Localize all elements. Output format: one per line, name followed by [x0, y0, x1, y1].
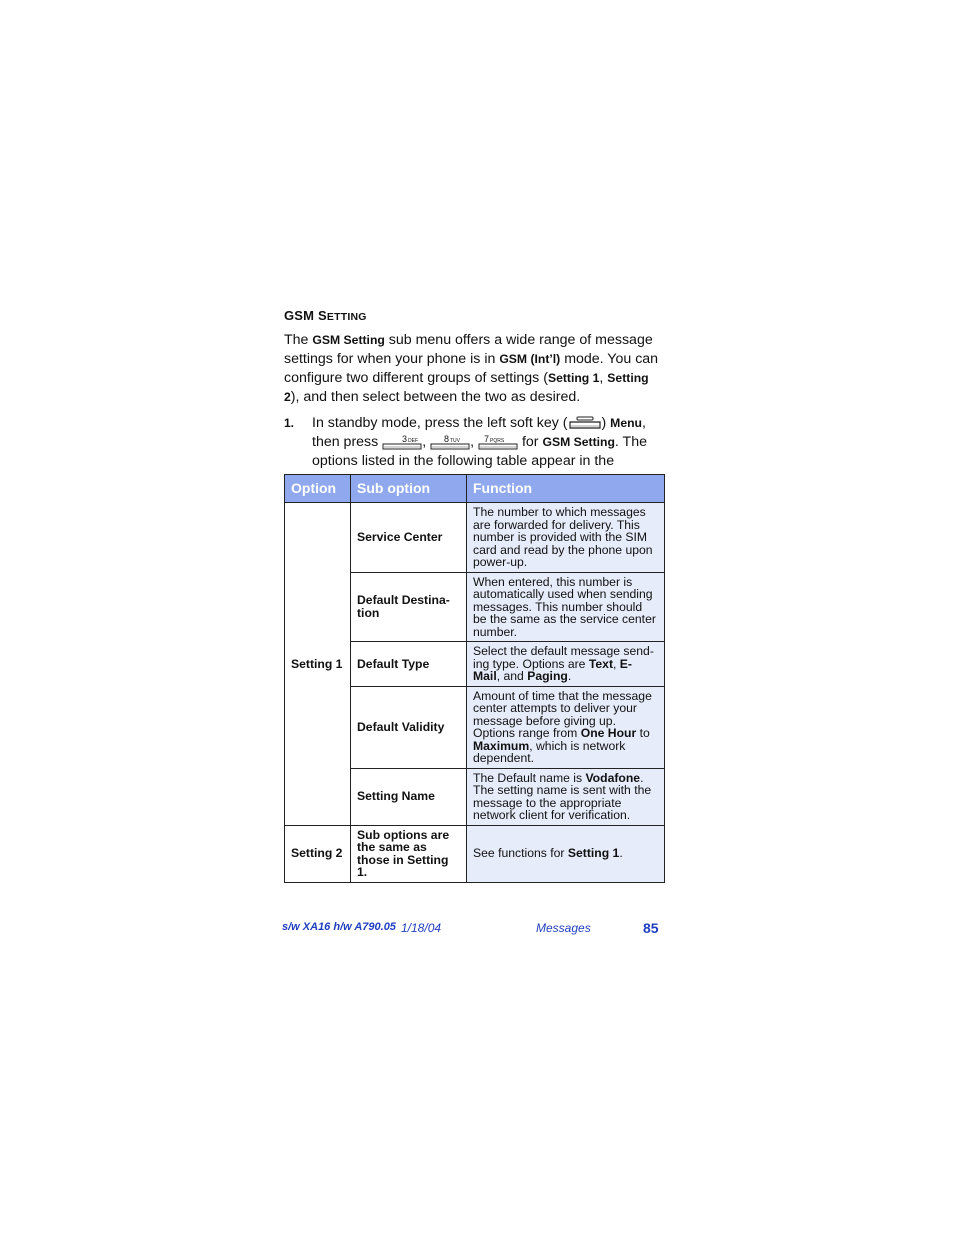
header-option: Option — [285, 475, 351, 503]
intro-paragraph: The GSM Setting sub menu offers a wide range of message settings for when your phone is in GSM (Int’l) mode. You can configure two different groups of settings (Setting 1, Setting 2), and then select between the two as desired. — [284, 332, 659, 405]
function-cell: When entered, this number is automatically used when sending messages. This number should be the same as the service center number. — [467, 572, 665, 642]
header-sub-option: Sub option — [351, 475, 467, 503]
function-cell: The Default name is Vodafone. The setting name is sent with the message to the appropriate network client for verification. — [467, 768, 665, 825]
options-table — [284, 474, 665, 883]
gsm-setting-term: GSM Setting — [542, 435, 615, 449]
heading-main: GSM S — [284, 308, 327, 323]
menu-term: Menu — [610, 416, 642, 430]
step-number: 1. — [284, 416, 295, 430]
key-8-icon — [430, 434, 470, 451]
section-heading — [284, 308, 664, 323]
key-7-icon — [478, 434, 518, 451]
left-soft-key-icon — [568, 416, 602, 431]
sub-option-cell: Default Type — [351, 642, 467, 687]
page-number: 85 — [643, 920, 659, 936]
setting2-term: Setting 2 — [284, 371, 649, 404]
svg-text:7: 7 — [484, 433, 490, 444]
sub-option-cell: Sub options are the same as those in Setting 1. — [351, 825, 467, 882]
sub-option-cell: Setting Name — [351, 768, 467, 825]
svg-text:8: 8 — [444, 433, 450, 444]
option-setting-2: Setting 2 — [285, 825, 351, 882]
svg-text:DEF: DEF — [408, 437, 419, 444]
table-row — [285, 825, 665, 882]
sub-option-cell: Default Destina-tion — [351, 572, 467, 642]
function-cell: Amount of time that the message center attempts to deliver your message before giving up. Options range from One Hour to Maximum, which is network dependent. — [467, 686, 665, 768]
table-header-row — [285, 475, 665, 503]
step-1: 1. In standby mode, press the left soft key ( ) Menu, then press 3 DEF , 8 TUV , 7 PQRS for GSM Setting. The options listed in the following table appear in the — [284, 415, 647, 469]
page-content — [284, 308, 664, 490]
function-cell: Select the default message send-ing type. Options are Text, E-Mail, and Paging. — [467, 642, 665, 687]
function-cell: See functions for Setting 1. — [467, 825, 665, 882]
header-function: Function — [467, 475, 665, 503]
svg-text:PQRS: PQRS — [490, 437, 505, 444]
footer-version: s/w XA16 h/w A790.05 — [282, 921, 396, 933]
svg-text:TUV: TUV — [450, 437, 461, 444]
function-cell: The number to which messages are forwarded for delivery. This number is provided with the SIM card and read by the phone upon power-up. — [467, 503, 665, 573]
setting1-term: Setting 1 — [547, 371, 600, 385]
table-row — [285, 503, 665, 573]
key-3-icon — [382, 434, 422, 451]
gsm-intl-term: GSM (Int’l) — [499, 352, 561, 366]
svg-text:3: 3 — [402, 433, 408, 444]
option-setting-1: Setting 1 — [285, 503, 351, 826]
heading-small-caps: ETTING — [326, 311, 367, 323]
sub-option-cell: Default Validity — [351, 686, 467, 768]
sub-option-cell: Service Center — [351, 503, 467, 573]
gsm-setting-term: GSM Setting — [312, 333, 385, 347]
footer-date: 1/18/04 — [401, 921, 442, 935]
footer-chapter: Messages — [536, 921, 591, 935]
